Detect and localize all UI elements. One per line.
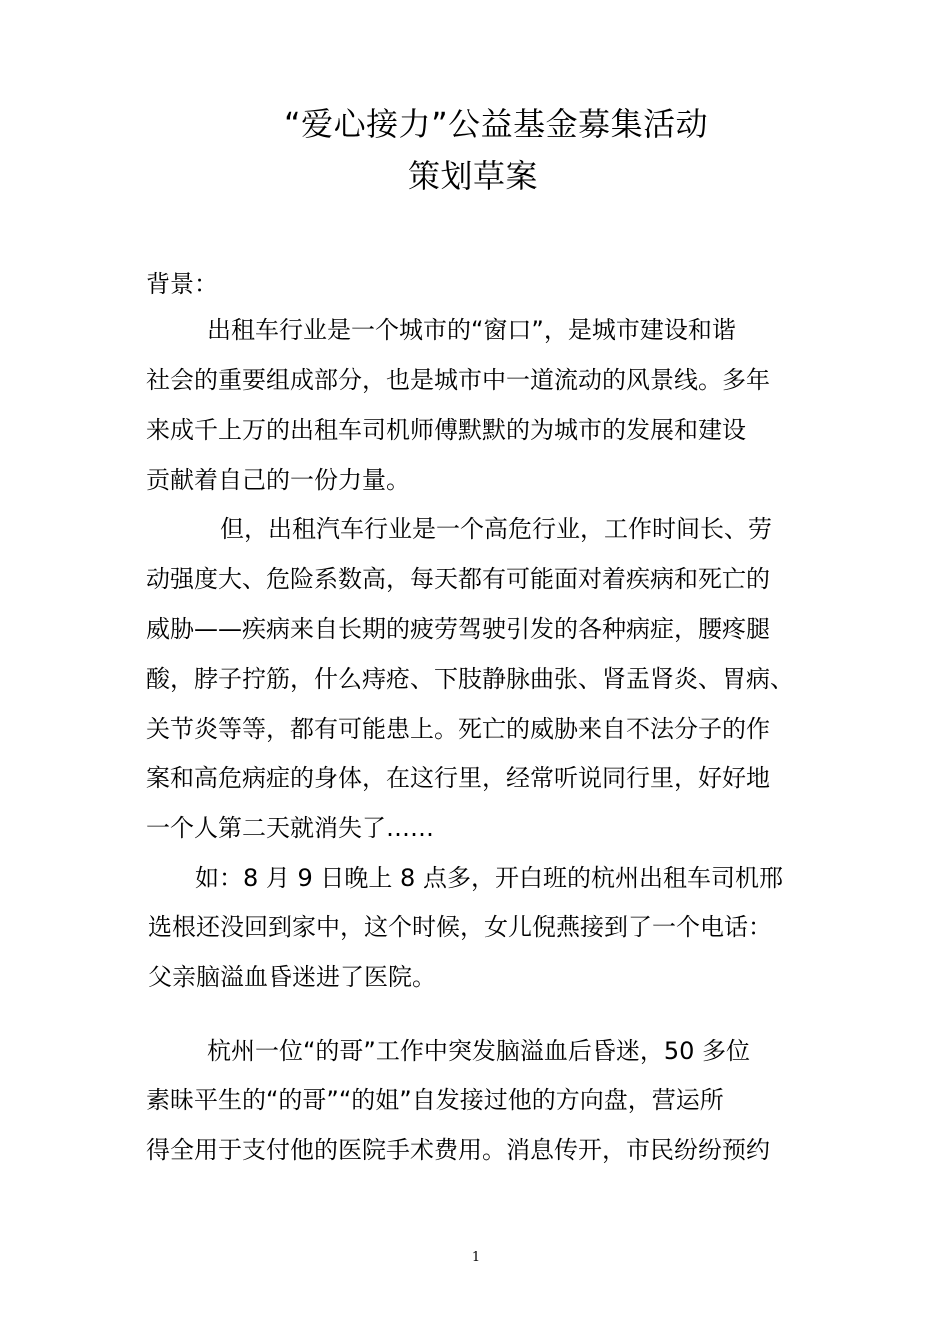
paragraph-line: 一个人第二天就消失了…… (146, 814, 434, 842)
paragraph-line: 但，出租汽车行业是一个高危行业，工作时间长、劳 (220, 515, 772, 543)
paragraph-line: 得全用于支付他的医院手术费用。消息传开，市民纷纷预约 (146, 1136, 770, 1164)
paragraph-line: 案和高危病症的身体，在这行里，经常听说同行里，好好地 (146, 764, 770, 792)
page-number: 1 (471, 1250, 481, 1265)
paragraph-line: 如：8 月 9 日晚上 8 点多，开白班的杭州出租车司机邢 (195, 864, 783, 892)
document-title: “爱心接力”公益基金募集活动 (284, 105, 709, 143)
document-subtitle: 策划草案 (408, 157, 539, 195)
paragraph-line: 威胁——疾病来自长期的疲劳驾驶引发的各种病症，腰疼腿 (146, 615, 770, 643)
section-heading-background: 背景： (146, 270, 218, 298)
paragraph-line: 动强度大、危险系数高，每天都有可能面对着疾病和死亡的 (146, 565, 770, 593)
paragraph-line: 来成千上万的出租车司机师傅默默的为城市的发展和建设 (146, 416, 746, 444)
paragraph-line: 贡献着自己的一份力量。 (146, 466, 410, 494)
paragraph-line: 杭州一位“的哥”工作中突发脑溢血后昏迷，50 多位 (207, 1037, 751, 1065)
paragraph-line: 选根还没回到家中，这个时候，女儿倪燕接到了一个电话： (148, 913, 772, 941)
paragraph-line: 社会的重要组成部分，也是城市中一道流动的风景线。多年 (146, 366, 770, 394)
paragraph-line: 关节炎等等，都有可能患上。死亡的威胁来自不法分子的作 (146, 715, 770, 743)
paragraph-line: 酸，脖子拧筋，什么痔疮、下肢静脉曲张、肾盂肾炎、胃病、 (146, 665, 794, 693)
paragraph-line: 素昧平生的“的哥”“的姐”自发接过他的方向盘，营运所 (146, 1086, 724, 1114)
paragraph-line: 出租车行业是一个城市的“窗口”，是城市建设和谐 (207, 316, 736, 344)
paragraph-line: 父亲脑溢血昏迷进了医院。 (148, 963, 436, 991)
